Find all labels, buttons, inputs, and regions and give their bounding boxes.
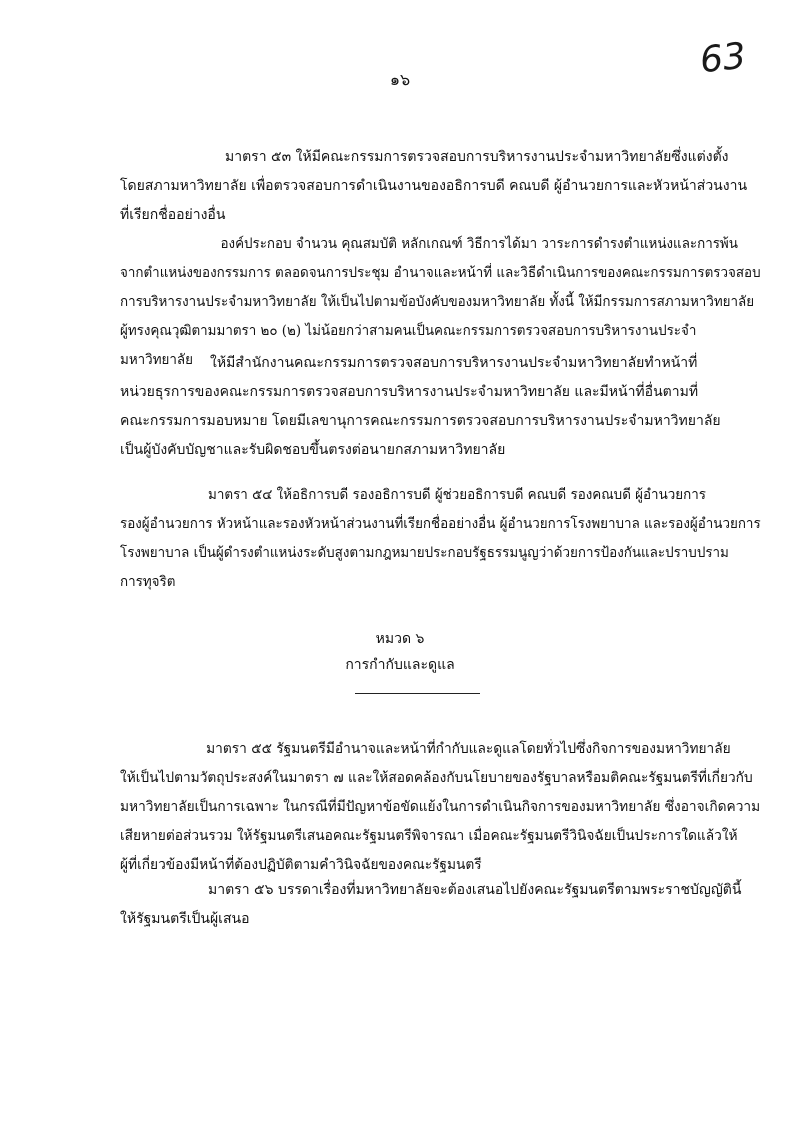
section-55-line: มาตรา ๕๕ รัฐมนตรีมีอำนาจและหน้าที่กำกับและดูแลโดยทั่วไปซึ่งกิจการของมหาวิทยาลัย	[206, 741, 731, 757]
section-54-line: โรงพยาบาล เป็นผู้ดำรงตำแหน่งระดับสูงตามกฎหมายประกอบรัฐธรรมนูญว่าด้วยการป้องกันและปราบปราม	[120, 545, 729, 561]
composition-line: การบริหารงานประจำมหาวิทยาลัย ให้เป็นไปตามข้อบังคับของมหาวิทยาลัย ทั้งนี้ ให้มีกรรมการสภามหาวิทยาลัย	[120, 294, 755, 310]
composition-line: มหาวิทยาลัย	[120, 352, 193, 368]
section-54	[120, 481, 789, 597]
composition-line: ผู้ทรงคุณวุฒิตามมาตรา ๒๐ (๒) ไม่น้อยกว่าสามคนเป็นคณะกรรมการตรวจสอบการบริหารงานประจำ	[120, 323, 697, 339]
section-53-office	[120, 349, 721, 465]
section-55-line: ให้เป็นไปตามวัตถุประสงค์ในมาตรา ๗ และให้สอดคล้องกับนโยบายของรัฐบาลหรือมติคณะรัฐมนตรีที่เกี่ยวกับ	[120, 770, 753, 786]
office-line: คณะกรรมการมอบหมาย โดยมีเลขานุการคณะกรรมการตรวจสอบการบริหารงานประจำมหาวิทยาลัย	[120, 413, 721, 429]
office-line: หน่วยธุรการของคณะกรรมการตรวจสอบการบริหารงานประจำมหาวิทยาลัย และมีหน้าที่อื่นตามที่	[120, 384, 699, 400]
section-53	[120, 143, 747, 230]
chapter-number: หมวด ๖	[375, 631, 425, 647]
chapter-divider	[355, 693, 480, 694]
section-55-line: มหาวิทยาลัยเป็นการเฉพาะ ในกรณีที่มีปัญหาข้อขัดแย้งในการดำเนินกิจการของมหาวิทยาลัย ซึ่งอาจเกิดความ	[120, 799, 761, 815]
section-55-line: เสียหายต่อส่วนรวม ให้รัฐมนตรีเสนอคณะรัฐมนตรีพิจารณา เมื่อคณะรัฐมนตรีวินิจฉัยเป็นประการใดแล้วให้	[120, 828, 738, 844]
office-line: เป็นผู้บังคับบัญชาและรับผิดชอบขึ้นตรงต่อนายกสภามหาวิทยาลัย	[120, 442, 506, 458]
page-number: ๑๖	[389, 70, 411, 89]
section-53-line: โดยสภามหาวิทยาลัย เพื่อตรวจสอบการดำเนินงานของอธิการบดี คณบดี ผู้อำนวยการและหัวหน้าส่วนงาน	[120, 178, 748, 194]
section-54-line: การทุจริต	[120, 574, 176, 590]
composition-line: จากตำแหน่งของกรรมการ ตลอดจนการประชุม อำนาจและหน้าที่ และวิธีดำเนินการของคณะกรรมการตรวจสอบ	[120, 265, 761, 281]
section-56	[120, 876, 741, 934]
section-55	[120, 735, 774, 880]
section-54-line: มาตรา ๕๔ ให้อธิการบดี รองอธิการบดี ผู้ช่วยอธิการบดี คณบดี รองคณบดี ผู้อำนวยการ	[208, 487, 706, 503]
section-56-line: มาตรา ๕๖ บรรดาเรื่องที่มหาวิทยาลัยจะต้องเสนอไปยังคณะรัฐมนตรีตามพระราชบัญญัตินี้	[208, 882, 742, 898]
section-53-line: มาตรา ๕๓ ให้มีคณะกรรมการตรวจสอบการบริหารงานประจำมหาวิทยาลัยซึ่งแต่งตั้ง	[225, 149, 729, 165]
chapter-title: การกำกับและดูแล	[345, 657, 455, 673]
handwritten-page-mark: 63	[697, 35, 748, 82]
section-53-line: ที่เรียกชื่ออย่างอื่น	[120, 207, 226, 223]
section-55-line: ผู้ที่เกี่ยวข้องมีหน้าที่ต้องปฏิบัติตามคำวินิจฉัยของคณะรัฐมนตรี	[120, 857, 482, 873]
section-56-line: ให้รัฐมนตรีเป็นผู้เสนอ	[120, 911, 250, 927]
composition-line: องค์ประกอบ จำนวน คุณสมบัติ หลักเกณฑ์ วิธีการได้มา วาระการดำรงตำแหน่งและการพ้น	[220, 236, 738, 252]
office-line: ให้มีสำนักงานคณะกรรมการตรวจสอบการบริหารงานประจำมหาวิทยาลัยทำหน้าที่	[210, 355, 698, 371]
section-54-line: รองผู้อำนวยการ หัวหน้าและรองหัวหน้าส่วนงานที่เรียกชื่ออย่างอื่น ผู้อำนวยการโรงพยาบาล และรองผู้อำนวยการ	[120, 516, 761, 532]
